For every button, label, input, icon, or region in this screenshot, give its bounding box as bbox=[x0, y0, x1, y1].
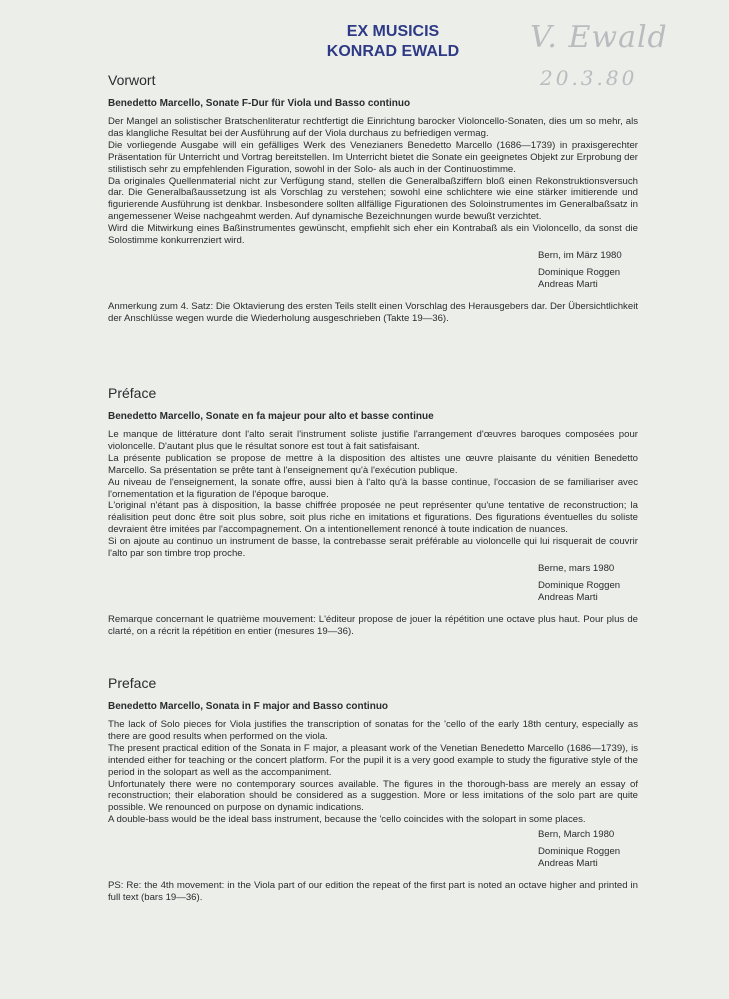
section-body bbox=[108, 429, 638, 560]
section-heading: Vorwort bbox=[108, 72, 156, 88]
section-note: Anmerkung zum 4. Satz: Die Oktavierung des ersten Teils stellt einen Vorschlag des Herausgebers dar. Der Übersichtlichkeit der Anschlüsse wegen wurde die Wiederholung ausgeschrieben (Takte 19—36). bbox=[108, 300, 638, 324]
place-date: Bern, March 1980 bbox=[538, 829, 615, 841]
author-name: Andreas Marti bbox=[538, 591, 598, 603]
place-date: Bern, im März 1980 bbox=[538, 249, 622, 261]
section-german bbox=[108, 72, 638, 325]
section-heading: Preface bbox=[108, 675, 157, 691]
section-body bbox=[108, 116, 638, 247]
paragraph: Le manque de littérature dont l'alto serait l'instrument soliste justifie l'arrangement d'œuvres baroques composées pour violoncelle. D'autant plus que le résultat sonore est tout à fait satisfaisant. bbox=[108, 429, 638, 452]
section-heading: Préface bbox=[108, 385, 157, 401]
section-english bbox=[108, 675, 638, 904]
paragraph: L'original n'étant pas à disposition, la basse chiffrée proposée ne peut représenter qu'une tentative de reconstruction; la réalisition peut donc être soit plus sobre, soit plus riche en imitations et figurations. Des figurations éventuelles du soliste devraient être imitées par l'accompagnement. On a intentionellement renoncé à toute indication de nuances. bbox=[108, 500, 638, 536]
handwritten-date: 20.3.80 bbox=[540, 66, 638, 90]
signature-block bbox=[538, 563, 638, 604]
paragraph: Si on ajoute au continuo un instrument de basse, la contrebasse serait préférable au violoncelle qui lui risquerait de couvrir l'alto par son timbre trop proche. bbox=[108, 536, 638, 560]
stamp-line-2: KONRAD EWALD bbox=[326, 43, 460, 60]
section-note: Remarque concernant le quatrième mouvement: L'éditeur propose de jouer la répétition une octave plus haut. Pour plus de clarté, on a récrit la répétition en entier (mesures 19—36). bbox=[108, 613, 638, 637]
place-date: Berne, mars 1980 bbox=[538, 562, 615, 574]
author-name: Dominique Roggen bbox=[538, 579, 621, 591]
paragraph: La présente publication se propose de mettre à la disposition des altistes une œuvre plaisante du vénitien Benedetto Marcello. Sa présentation se prête tant à l'enseignement qu'à l'exécution publique. bbox=[108, 452, 638, 476]
section-subtitle: Benedetto Marcello, Sonata in F major and Basso continuo bbox=[108, 701, 389, 712]
paragraph: The present practical edition of the Sonata in F major, a pleasant work of the Venetian Benedetto Marcello (1686—1739), is intended either for teaching or the concert platform. For the pupil it is a very good example to study the figurative style of the period in the solopart as well as the accompaniment. bbox=[108, 742, 638, 778]
signature-block bbox=[538, 829, 638, 870]
author-name: Andreas Marti bbox=[538, 278, 598, 290]
section-note: PS: Re: the 4th movement: in the Viola part of our edition the repeat of the first part is noted an octave higher and printed in full text (bars 19—36). bbox=[108, 879, 638, 903]
paragraph: Da originales Quellenmaterial nicht zur Verfügung stand, stellen die Generalbaßziffern bloß einen Rekonstruktionsversuch dar. Die Generalbaßaussetzung ist als Vorschlag zu verstehen; sowohl eine schlichtere wie eine stärker imitierende und figurierende Ausführung ist denkbar. Insbesondere sollten allfällige Figurationen des Soloinstrumentes im Generalbaßsatz in angemessener Weise nachgeahmt werden. Auf dynamische Bezeichnungen wurde bewußt verzichtet. bbox=[108, 175, 638, 223]
paragraph: A double-bass would be the ideal bass instrument, because the 'cello coincides with the solopart in some places. bbox=[108, 814, 586, 826]
handwritten-signature: V. Ewald bbox=[530, 20, 668, 55]
paragraph: Die vorliegende Ausgabe will ein gefälliges Werk des Venezianers Benedetto Marcello (1686—1739) in praxisgerechter Präsentation für Unterricht und Vortrag bereitstellen. Im Unterricht bietet die Sonate ein geeignetes Objekt zur Erprobung der stilistisch sehr zu empfehlenden Figuration, sowohl in der Solo- als auch in der Continuostimme. bbox=[108, 139, 638, 175]
author-name: Andreas Marti bbox=[538, 857, 598, 869]
author-name: Dominique Roggen bbox=[538, 266, 621, 278]
paragraph: Der Mangel an solistischer Bratschenliteratur rechtfertigt die Einrichtung barocker Violoncello-Sonaten, dies um so mehr, als das klangliche Resultat bei der Ausführung auf der Viola durchaus zu befriedigen vermag. bbox=[108, 116, 638, 139]
section-french bbox=[108, 385, 638, 638]
paragraph: Au niveau de l'enseignement, la sonate offre, aussi bien à l'alto qu'à la basse continue, l'occasion de se familiariser avec l'ornementation et la figuration de l'époque baroque. bbox=[108, 476, 638, 500]
stamp-line-1: EX MUSICIS bbox=[346, 23, 440, 40]
section-subtitle: Benedetto Marcello, Sonate F-Dur für Viola und Basso continuo bbox=[108, 98, 411, 109]
section-body bbox=[108, 719, 638, 826]
author-name: Dominique Roggen bbox=[538, 846, 621, 858]
ownership-stamp bbox=[318, 22, 468, 62]
paragraph: Unfortunately there were no contemporary sources available. The figures in the thorough-bass are merely an essay of reconstruction; their elaboration should be considered as a suggestion. More or less imitations of the solo part are quite possible. We renounced on purpose on dynamic indications. bbox=[108, 778, 638, 814]
section-subtitle: Benedetto Marcello, Sonate en fa majeur pour alto et basse continue bbox=[108, 411, 434, 422]
paragraph: The lack of Solo pieces for Viola justifies the transcription of sonatas for the 'cello of the early 18th century, especially as there are good results when performed on the viola. bbox=[108, 719, 638, 742]
signature-block bbox=[538, 250, 638, 291]
paragraph: Wird die Mitwirkung eines Baßinstrumentes gewünscht, empfiehlt sich eher ein Kontrabaß als ein Violoncello, da sonst die Solostimme konkurrenziert wird. bbox=[108, 223, 638, 247]
